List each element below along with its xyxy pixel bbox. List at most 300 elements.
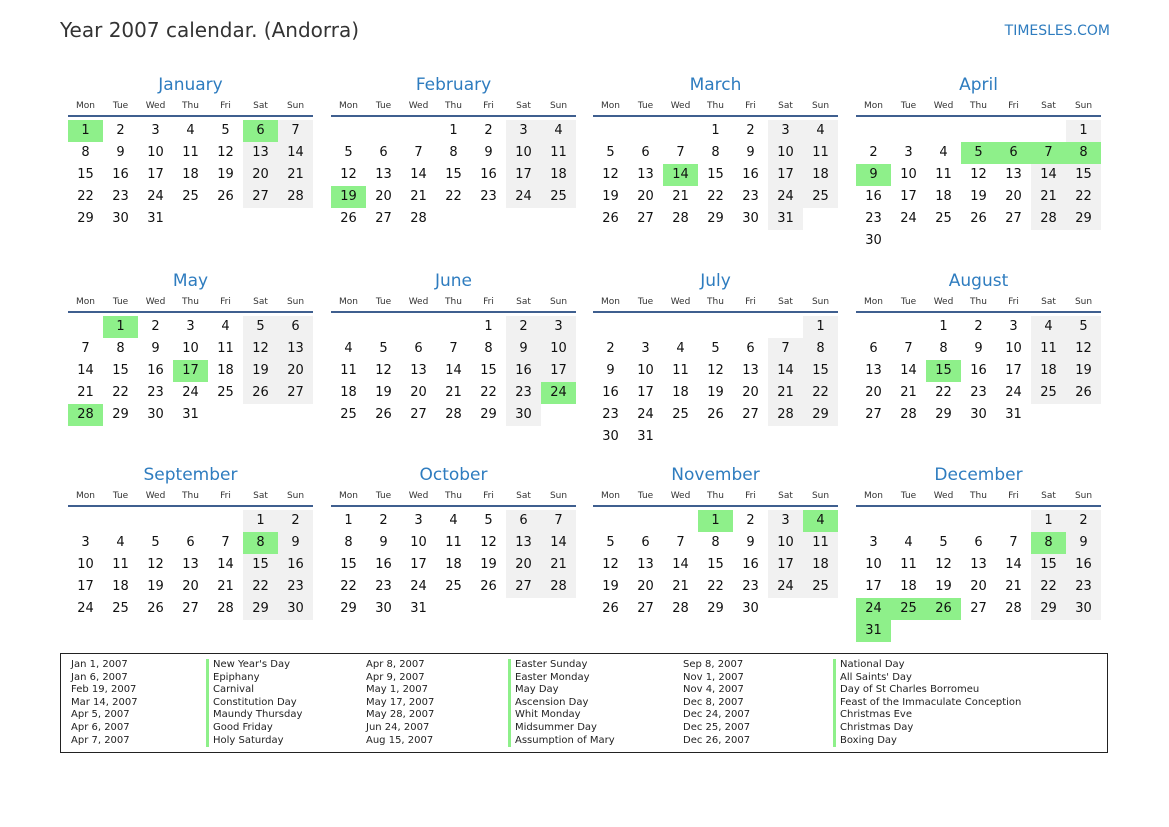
page-title: Year 2007 calendar. (Andorra)	[60, 18, 360, 42]
day-cell: 31	[147, 211, 164, 226]
day-cell: 21	[217, 579, 234, 594]
holiday-list	[60, 653, 1108, 753]
weekday-label: Thu	[182, 491, 199, 501]
weekday-label: Fri	[745, 297, 756, 307]
day-cell: 18	[803, 164, 838, 186]
day-cell: 8	[81, 145, 90, 160]
day-cell: 27	[637, 211, 654, 226]
holiday-name: Feast of the Immaculate Conception	[840, 696, 1022, 708]
day-cell: 4	[449, 513, 458, 528]
day-cell: 29	[112, 407, 129, 422]
day-cell: 7	[541, 510, 576, 532]
weekday-label: Fri	[745, 491, 756, 501]
holiday-date: Jun 24, 2007	[366, 721, 430, 733]
day-cell: 27	[375, 211, 392, 226]
weekday-label: Sat	[516, 297, 531, 307]
holiday-name: Day of St Charles Borromeu	[840, 684, 980, 696]
weekday-label: Wed	[145, 297, 166, 307]
weekday-label: Tue	[375, 491, 392, 501]
day-cell: 31	[1005, 407, 1022, 422]
day-cell: 19	[147, 579, 164, 594]
day-cell: 6	[186, 535, 195, 550]
month-rule	[593, 311, 838, 313]
month-rule	[593, 505, 838, 507]
holiday-date: Dec 25, 2007	[683, 721, 751, 733]
day-cell: 26	[970, 211, 987, 226]
day-cell: 28	[672, 601, 689, 616]
weekday-header	[856, 491, 1101, 503]
day-cell: 10	[768, 532, 803, 554]
day-cell: 2	[1066, 510, 1101, 532]
day-cell-holiday: 24	[856, 598, 891, 620]
weekday-label: Fri	[1008, 101, 1019, 111]
day-cell: 18	[541, 164, 576, 186]
day-cell: 10	[900, 167, 917, 182]
day-cell-holiday: 28	[68, 404, 103, 426]
day-cell: 9	[606, 363, 615, 378]
day-cell: 18	[900, 579, 917, 594]
day-cell: 12	[243, 338, 278, 360]
holiday-name-column	[833, 659, 1021, 747]
day-cell: 8	[116, 341, 125, 356]
weekday-header	[331, 491, 576, 503]
day-cell: 24	[637, 407, 654, 422]
weekday-label: Tue	[637, 101, 654, 111]
day-cell: 25	[803, 576, 838, 598]
day-cell-holiday: 5	[961, 142, 996, 164]
day-cell-holiday: 6	[996, 142, 1031, 164]
day-cell: 22	[445, 189, 462, 204]
weekday-label: Tue	[375, 101, 392, 111]
day-cell: 17	[900, 189, 917, 204]
day-cell: 4	[676, 341, 685, 356]
weekday-label: Mon	[339, 491, 358, 501]
day-cell: 5	[606, 145, 615, 160]
holiday-date: Aug 15, 2007	[366, 734, 434, 746]
weekday-label: Sun	[811, 297, 830, 307]
day-cell: 30	[742, 211, 759, 226]
weekday-label: Sun	[286, 491, 305, 501]
day-cell: 8	[803, 338, 838, 360]
day-cell: 7	[768, 338, 803, 360]
day-cell: 31	[410, 601, 427, 616]
weekday-label: Tue	[375, 297, 392, 307]
day-cell: 2	[869, 145, 878, 160]
day-cell-holiday: 6	[243, 120, 278, 142]
day-cell: 30	[506, 404, 541, 426]
day-cell: 26	[602, 601, 619, 616]
day-cell: 2	[116, 123, 125, 138]
month-title: March	[689, 75, 742, 95]
day-cell: 26	[340, 211, 357, 226]
day-cell: 25	[182, 189, 199, 204]
day-cell: 20	[410, 385, 427, 400]
day-cell: 9	[506, 338, 541, 360]
holiday-name: Easter Monday	[515, 671, 590, 683]
holiday-date: May 28, 2007	[366, 709, 435, 721]
day-cell: 17	[506, 164, 541, 186]
weekday-label: Tue	[637, 297, 654, 307]
day-cell: 5	[1066, 316, 1101, 338]
weekday-label: Sun	[286, 297, 305, 307]
holiday-date: Sep 8, 2007	[683, 659, 744, 670]
holiday-date: Jan 1, 2007	[71, 659, 128, 670]
day-cell: 27	[1005, 211, 1022, 226]
month-title: June	[434, 271, 473, 291]
weekday-label: Sun	[811, 101, 830, 111]
day-cell-holiday: 8	[1031, 532, 1066, 554]
day-cell: 1	[484, 319, 493, 334]
holiday-name-column	[508, 659, 615, 747]
day-cell: 29	[707, 601, 724, 616]
day-cell: 10	[541, 338, 576, 360]
weekday-label: Thu	[445, 101, 462, 111]
day-cell: 7	[676, 535, 685, 550]
day-cell: 13	[637, 557, 654, 572]
day-cell: 6	[278, 316, 313, 338]
weekday-label: Thu	[707, 101, 724, 111]
day-cell: 8	[711, 535, 720, 550]
day-cell: 3	[151, 123, 160, 138]
weekday-label: Tue	[900, 101, 917, 111]
month-rule	[331, 505, 576, 507]
holiday-name: Christmas Day	[840, 721, 914, 733]
day-cell: 28	[445, 407, 462, 422]
holiday-name: Ascension Day	[515, 696, 589, 708]
holiday-date: May 1, 2007	[366, 684, 429, 696]
day-cell: 31	[768, 208, 803, 230]
day-cell: 14	[410, 167, 427, 182]
day-cell: 23	[506, 382, 541, 404]
holiday-name: Carnival	[213, 684, 254, 696]
day-cell: 15	[340, 557, 357, 572]
weekday-label: Sun	[549, 101, 568, 111]
holiday-date: Apr 9, 2007	[366, 671, 425, 683]
weekday-label: Tue	[112, 297, 129, 307]
day-cell: 3	[414, 513, 423, 528]
month-title: April	[959, 75, 998, 95]
day-cell: 12	[480, 535, 497, 550]
month-title: October	[419, 465, 488, 485]
day-cell: 9	[746, 535, 755, 550]
day-cell: 16	[112, 167, 129, 182]
holiday-date: Apr 8, 2007	[366, 659, 425, 670]
day-cell: 16	[506, 360, 541, 382]
day-cell: 3	[1009, 319, 1018, 334]
day-cell: 11	[445, 535, 462, 550]
day-cell-holiday: 1	[698, 510, 733, 532]
weekday-label: Fri	[220, 101, 231, 111]
weekday-label: Sat	[778, 297, 793, 307]
day-cell: 22	[803, 382, 838, 404]
holiday-name: Easter Sunday	[515, 659, 588, 670]
day-cell: 4	[186, 123, 195, 138]
day-cell: 26	[602, 211, 619, 226]
weekday-label: Thu	[182, 297, 199, 307]
weekday-label: Mon	[76, 297, 95, 307]
holiday-name: Holy Saturday	[213, 734, 284, 746]
day-cell: 2	[746, 123, 755, 138]
month-rule	[856, 311, 1101, 313]
day-cell: 3	[768, 510, 803, 532]
day-cell: 12	[1066, 338, 1101, 360]
weekday-label: Thu	[707, 297, 724, 307]
day-cell: 13	[278, 338, 313, 360]
day-cell: 14	[672, 557, 689, 572]
weekday-label: Sat	[253, 491, 268, 501]
day-cell: 21	[672, 189, 689, 204]
day-cell: 3	[541, 316, 576, 338]
day-cell: 10	[1005, 341, 1022, 356]
holiday-name: Constitution Day	[213, 696, 297, 708]
day-cell: 23	[278, 576, 313, 598]
weekday-label: Sun	[549, 491, 568, 501]
month-rule	[593, 115, 838, 117]
day-cell: 30	[742, 601, 759, 616]
day-cell: 18	[803, 554, 838, 576]
holiday-name: New Year's Day	[213, 659, 291, 670]
weekday-header	[68, 491, 313, 503]
day-cell: 17	[410, 557, 427, 572]
weekday-header	[68, 101, 313, 113]
day-cell: 9	[379, 535, 388, 550]
day-cell-holiday: 14	[663, 164, 698, 186]
day-cell: 30	[1066, 598, 1101, 620]
day-cell: 28	[278, 186, 313, 208]
day-cell: 24	[410, 579, 427, 594]
weekday-label: Wed	[670, 297, 691, 307]
day-cell: 15	[77, 167, 94, 182]
day-cell: 22	[707, 579, 724, 594]
day-cell: 1	[243, 510, 278, 532]
day-cell: 13	[865, 363, 882, 378]
day-cell: 11	[803, 142, 838, 164]
day-cell: 22	[480, 385, 497, 400]
holiday-name: Midsummer Day	[515, 721, 597, 733]
day-cell: 7	[449, 341, 458, 356]
weekday-label: Sat	[778, 491, 793, 501]
day-cell: 18	[1031, 360, 1066, 382]
day-cell: 17	[541, 360, 576, 382]
day-cell: 22	[77, 189, 94, 204]
day-cell: 6	[746, 341, 755, 356]
day-cell: 5	[221, 123, 230, 138]
holiday-name: Maundy Thursday	[213, 709, 303, 721]
day-cell: 31	[637, 429, 654, 444]
day-cell: 1	[939, 319, 948, 334]
day-cell: 24	[182, 385, 199, 400]
weekday-label: Mon	[76, 101, 95, 111]
weekday-label: Mon	[339, 297, 358, 307]
day-cell: 9	[278, 532, 313, 554]
day-cell: 11	[803, 532, 838, 554]
month-rule	[68, 505, 313, 507]
month-title: September	[143, 465, 238, 485]
day-cell: 12	[935, 557, 952, 572]
day-cell: 15	[480, 363, 497, 378]
day-cell: 29	[340, 601, 357, 616]
day-cell: 14	[541, 532, 576, 554]
day-cell: 20	[742, 385, 759, 400]
day-cell: 20	[278, 360, 313, 382]
day-cell: 7	[1009, 535, 1018, 550]
month-title: February	[415, 75, 492, 95]
day-cell: 1	[711, 123, 720, 138]
day-cell: 27	[243, 186, 278, 208]
day-cell: 16	[147, 363, 164, 378]
day-cell: 29	[77, 211, 94, 226]
day-cell: 14	[768, 360, 803, 382]
day-cell: 23	[602, 407, 619, 422]
day-cell: 14	[278, 142, 313, 164]
day-cell: 27	[865, 407, 882, 422]
day-cell: 10	[865, 557, 882, 572]
weekday-label: Tue	[112, 101, 129, 111]
day-cell: 29	[1031, 598, 1066, 620]
weekday-header	[331, 101, 576, 113]
day-cell: 20	[970, 579, 987, 594]
day-cell: 29	[707, 211, 724, 226]
day-cell: 24	[1005, 385, 1022, 400]
weekday-label: Fri	[483, 491, 494, 501]
day-cell: 7	[676, 145, 685, 160]
weekday-label: Mon	[76, 491, 95, 501]
day-cell: 26	[243, 382, 278, 404]
day-cell: 18	[182, 167, 199, 182]
day-cell: 4	[221, 319, 230, 334]
holiday-date: Nov 4, 2007	[683, 684, 744, 696]
day-cell: 18	[112, 579, 129, 594]
day-cell: 23	[147, 385, 164, 400]
weekday-label: Mon	[339, 101, 358, 111]
day-cell: 8	[484, 341, 493, 356]
day-cell: 17	[865, 579, 882, 594]
day-cell-holiday: 31	[856, 620, 891, 642]
weekday-label: Fri	[483, 101, 494, 111]
day-cell-holiday: 8	[1066, 142, 1101, 164]
day-cell: 21	[77, 385, 94, 400]
holiday-date: Apr 7, 2007	[71, 734, 130, 746]
month-title: May	[172, 271, 209, 291]
day-cell: 15	[112, 363, 129, 378]
day-cell-holiday: 26	[926, 598, 961, 620]
day-cell: 15	[707, 167, 724, 182]
day-cell: 15	[1031, 554, 1066, 576]
weekday-label: Sat	[1041, 297, 1056, 307]
site-link[interactable]: TIMESLES.COM	[1004, 23, 1110, 39]
day-cell: 22	[340, 579, 357, 594]
day-cell: 24	[77, 601, 94, 616]
day-cell: 17	[77, 579, 94, 594]
day-cell: 8	[711, 145, 720, 160]
day-cell: 17	[637, 385, 654, 400]
day-cell: 19	[217, 167, 234, 182]
day-cell: 19	[935, 579, 952, 594]
day-cell-holiday: 9	[856, 164, 891, 186]
day-cell: 8	[939, 341, 948, 356]
day-cell: 4	[1031, 316, 1066, 338]
day-cell: 15	[803, 360, 838, 382]
day-cell: 20	[375, 189, 392, 204]
weekday-label: Mon	[601, 297, 620, 307]
day-cell: 3	[506, 120, 541, 142]
weekday-label: Sun	[811, 491, 830, 501]
day-cell: 3	[81, 535, 90, 550]
day-cell: 25	[112, 601, 129, 616]
day-cell: 30	[278, 598, 313, 620]
weekday-label: Wed	[933, 297, 954, 307]
holiday-name: May Day	[515, 684, 559, 696]
day-cell: 21	[768, 382, 803, 404]
day-cell: 2	[151, 319, 160, 334]
weekday-label: Fri	[1008, 491, 1019, 501]
day-cell: 31	[182, 407, 199, 422]
day-cell: 12	[707, 363, 724, 378]
day-cell: 26	[147, 601, 164, 616]
day-cell: 6	[641, 145, 650, 160]
day-cell: 13	[637, 167, 654, 182]
day-cell: 19	[602, 579, 619, 594]
day-cell: 19	[1066, 360, 1101, 382]
day-cell: 20	[182, 579, 199, 594]
day-cell: 9	[1066, 532, 1101, 554]
day-cell: 10	[147, 145, 164, 160]
day-cell: 20	[1005, 189, 1022, 204]
day-cell: 30	[970, 407, 987, 422]
day-cell: 12	[970, 167, 987, 182]
day-cell: 2	[379, 513, 388, 528]
month-title: December	[934, 465, 1023, 485]
weekday-label: Sat	[516, 491, 531, 501]
day-cell: 30	[865, 233, 882, 248]
month-rule	[856, 115, 1101, 117]
day-cell: 9	[484, 145, 493, 160]
day-cell: 5	[606, 535, 615, 550]
day-cell: 9	[746, 145, 755, 160]
weekday-header	[331, 297, 576, 309]
weekday-label: Mon	[864, 491, 883, 501]
day-cell: 30	[147, 407, 164, 422]
day-cell: 10	[768, 142, 803, 164]
day-cell: 11	[541, 142, 576, 164]
day-cell: 16	[865, 189, 882, 204]
day-cell: 14	[1005, 557, 1022, 572]
holiday-date: Mar 14, 2007	[71, 696, 138, 708]
day-cell: 16	[1066, 554, 1101, 576]
day-cell: 2	[746, 513, 755, 528]
day-cell: 1	[803, 316, 838, 338]
weekday-label: Wed	[933, 101, 954, 111]
day-cell: 8	[344, 535, 353, 550]
weekday-label: Fri	[220, 491, 231, 501]
day-cell: 29	[803, 404, 838, 426]
day-cell: 6	[506, 510, 541, 532]
holiday-date: May 17, 2007	[366, 696, 435, 708]
day-cell: 11	[935, 167, 952, 182]
day-cell: 6	[379, 145, 388, 160]
day-cell: 7	[278, 120, 313, 142]
day-cell: 21	[278, 164, 313, 186]
day-cell: 28	[541, 576, 576, 598]
day-cell: 3	[904, 145, 913, 160]
day-cell: 19	[970, 189, 987, 204]
day-cell: 4	[904, 535, 913, 550]
weekday-label: Thu	[970, 491, 987, 501]
day-cell: 2	[974, 319, 983, 334]
day-cell: 23	[112, 189, 129, 204]
day-cell: 22	[112, 385, 129, 400]
day-cell: 12	[217, 145, 234, 160]
